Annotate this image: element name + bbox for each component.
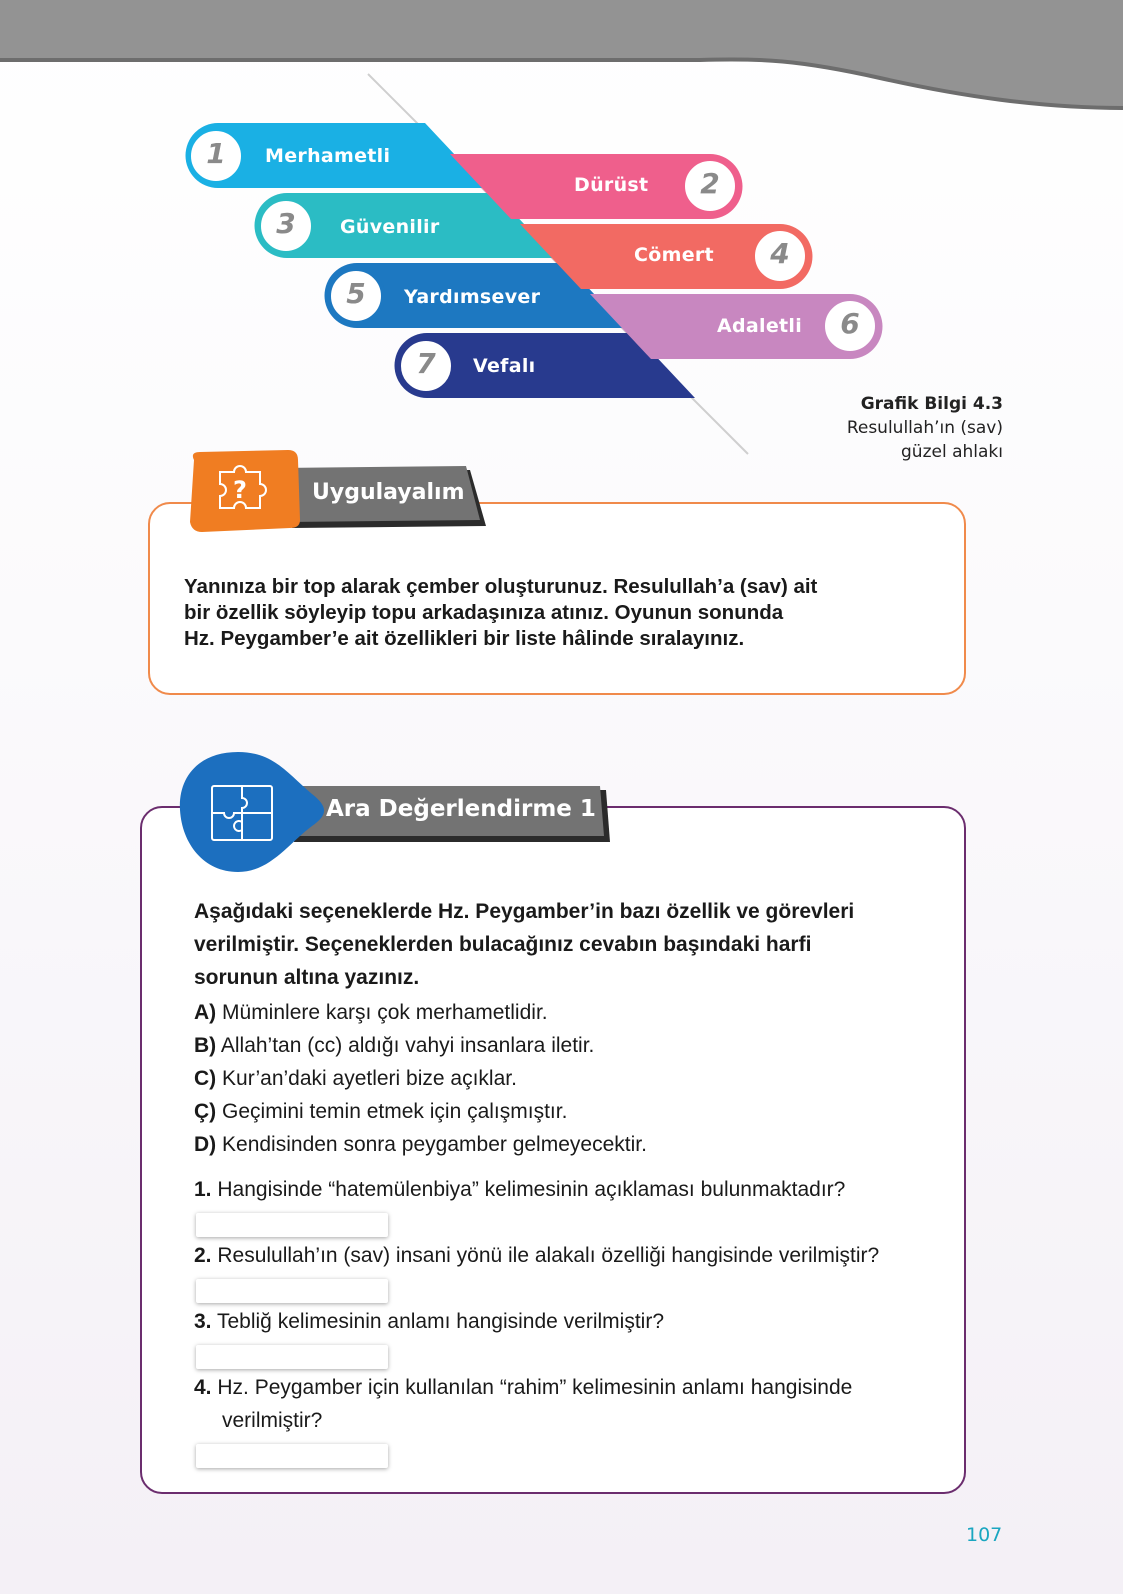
option-d bbox=[194, 1133, 647, 1157]
trait-number-2: 2 bbox=[700, 167, 720, 200]
figure-caption bbox=[847, 392, 1003, 464]
question-number: 4. bbox=[194, 1376, 212, 1399]
question-number: 1. bbox=[194, 1178, 212, 1201]
question-text: Resulullah’ın (sav) insani yönü ile alakalı özelliği hangisinde verilmiştir? bbox=[217, 1244, 880, 1267]
trait-label-1: Merhametli bbox=[265, 145, 391, 167]
intro-line-3: sorunun altına yazınız. bbox=[194, 966, 420, 989]
question-number: 3. bbox=[194, 1310, 212, 1333]
caption-title: Grafik Bilgi 4.3 bbox=[860, 394, 1003, 414]
answer-field-2[interactable] bbox=[196, 1279, 388, 1303]
option-text: Kendisinden sonra peygamber gelmeyecektir. bbox=[222, 1133, 647, 1156]
option-text: Kur’an’daki ayetleri bize açıklar. bbox=[222, 1067, 517, 1090]
question-text: Hz. Peygamber için kullanılan “rahim” kelimesinin anlamı hangisinde bbox=[217, 1376, 853, 1399]
option-b bbox=[194, 1034, 594, 1058]
question-3 bbox=[194, 1305, 906, 1338]
page-number: 107 bbox=[966, 1524, 1003, 1546]
trait-number-5: 5 bbox=[346, 277, 366, 310]
puzzle-pieces-icon bbox=[208, 782, 276, 844]
option-letter: D) bbox=[194, 1133, 217, 1156]
trait-number-6: 6 bbox=[840, 307, 860, 340]
option-text: Allah’tan (cc) aldığı vahyi insanlara iletir. bbox=[220, 1034, 595, 1057]
question-text: Hangisinde “hatemülenbiya” kelimesinin açıklaması bulunmaktadır? bbox=[217, 1178, 846, 1201]
question-2 bbox=[194, 1239, 906, 1272]
intro-line-2: verilmiştir. Seçeneklerden bulacağınız cevabın başındaki harfi bbox=[194, 933, 812, 956]
trait-number-4: 4 bbox=[770, 237, 790, 270]
option-letter: Ç) bbox=[194, 1100, 217, 1123]
trait-number-3: 3 bbox=[276, 207, 296, 240]
caption-line-1: Resulullah’ın (sav) bbox=[846, 418, 1003, 438]
question-1 bbox=[194, 1173, 906, 1206]
option-text: Müminlere karşı çok merhametlidir. bbox=[222, 1001, 548, 1024]
trait-number-7: 7 bbox=[416, 347, 436, 380]
activity-line-1: Yanınıza bir top alarak çember oluşturunuz. Resulullah’a (sav) ait bbox=[184, 575, 818, 598]
answer-field-4[interactable] bbox=[196, 1444, 388, 1468]
trait-label-7: Vefalı bbox=[473, 355, 536, 377]
trait-label-6: Adaletli bbox=[717, 315, 803, 337]
assessment-title: Ara Değerlendirme 1 bbox=[326, 796, 596, 822]
puzzle-question-icon bbox=[214, 458, 272, 522]
assessment-intro bbox=[194, 895, 914, 994]
question-number: 2. bbox=[194, 1244, 212, 1267]
svg-text:?: ? bbox=[233, 476, 247, 504]
option-letter: B) bbox=[194, 1034, 217, 1057]
answer-field-3[interactable] bbox=[196, 1345, 388, 1369]
activity-title: Uygulayalım bbox=[312, 480, 465, 505]
option-text: Geçimini temin etmek için çalışmıştır. bbox=[222, 1100, 568, 1123]
trait-number-1: 1 bbox=[206, 137, 226, 170]
option-letter: A) bbox=[194, 1001, 217, 1024]
trait-label-2: Dürüst bbox=[574, 174, 649, 196]
question-text-cont: verilmiştir? bbox=[222, 1409, 323, 1432]
option-c bbox=[194, 1067, 517, 1091]
trait-label-4: Cömert bbox=[634, 244, 714, 266]
intro-line-1: Aşağıdaki seçeneklerde Hz. Peygamber’in bazı özellik ve görevleri bbox=[194, 900, 855, 923]
activity-text bbox=[184, 574, 904, 652]
activity-line-3: Hz. Peygamber’e ait özellikleri bir liste hâlinde sıralayınız. bbox=[184, 627, 745, 650]
answer-field-1[interactable] bbox=[196, 1213, 388, 1237]
activity-line-2: bir özellik söyleyip topu arkadaşınıza atınız. Oyunun sonunda bbox=[184, 601, 784, 624]
question-text: Tebliğ kelimesinin anlamı hangisinde verilmiştir? bbox=[216, 1310, 665, 1333]
option-a bbox=[194, 1001, 548, 1025]
question-4 bbox=[194, 1371, 906, 1437]
option-c-cedilla bbox=[194, 1100, 567, 1124]
option-letter: C) bbox=[194, 1067, 217, 1090]
trait-label-5: Yardımsever bbox=[404, 286, 541, 308]
trait-label-3: Güvenilir bbox=[340, 216, 440, 238]
caption-line-2: güzel ahlakı bbox=[901, 442, 1003, 462]
